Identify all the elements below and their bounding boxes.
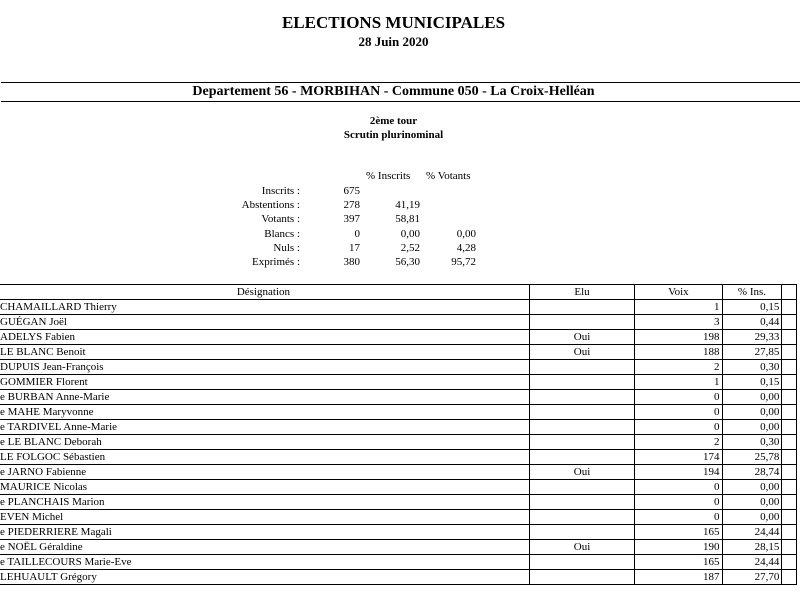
table-row — [0, 360, 797, 375]
elu-cell — [529, 435, 634, 450]
table-row — [0, 345, 797, 360]
stat-pct-inscrits: 2,52 — [400, 242, 420, 254]
pct-ins-cell: 27,85 — [722, 345, 782, 360]
page-title: ELECTIONS MUNICIPALES — [281, 13, 506, 32]
elu-cell — [529, 315, 634, 330]
pct-ins-cell: 0,44 — [722, 315, 782, 330]
stat-label: Exprimés : — [252, 256, 300, 268]
table-row — [0, 570, 797, 585]
pct-ins-cell: 28,15 — [722, 540, 782, 555]
header-voix: Voix — [635, 285, 722, 300]
stat-pct-votants: 4,28 — [456, 242, 476, 254]
pct-ins-cell: 0,00 — [722, 420, 782, 435]
extra-cell — [782, 360, 797, 375]
candidate-name: LE BLANC Benoit — [0, 345, 529, 360]
candidate-name: e MAHE Maryvonne — [0, 405, 529, 420]
elu-cell: Oui — [529, 345, 634, 360]
pct-ins-cell: 28,74 — [722, 465, 782, 480]
candidate-name: MAURICE Nicolas — [0, 480, 529, 495]
elu-cell — [529, 375, 634, 390]
elu-cell — [529, 390, 634, 405]
pct-ins-cell: 27,70 — [722, 570, 782, 585]
voix-cell: 0 — [635, 495, 722, 510]
candidate-name: e LE BLANC Deborah — [0, 435, 529, 450]
table-row — [0, 555, 797, 570]
stat-label: Abstentions : — [241, 199, 300, 211]
stat-pct-votants: 95,72 — [451, 256, 476, 268]
extra-cell — [782, 570, 797, 585]
stat-pct-inscrits: 56,30 — [395, 256, 420, 268]
candidate-name: e TAILLECOURS Marie-Eve — [0, 555, 529, 570]
stat-value: 380 — [343, 256, 360, 268]
table-row — [0, 540, 797, 555]
pct-ins-cell: 0,00 — [722, 390, 782, 405]
stat-value: 675 — [343, 185, 360, 197]
table-row — [0, 435, 797, 450]
stat-pct-inscrits: 58,81 — [395, 213, 420, 225]
elu-cell — [529, 420, 634, 435]
extra-cell — [782, 510, 797, 525]
table-row — [0, 525, 797, 540]
extra-cell — [782, 405, 797, 420]
header-extra — [782, 285, 797, 300]
voix-cell: 2 — [635, 360, 722, 375]
candidate-name: e JARNO Fabienne — [0, 465, 529, 480]
col-header-pct-inscrits: % Inscrits — [366, 170, 411, 182]
table-row — [0, 300, 797, 315]
elu-cell — [529, 450, 634, 465]
extra-cell — [782, 480, 797, 495]
elu-cell: Oui — [529, 540, 634, 555]
stat-pct-inscrits: 41,19 — [395, 199, 420, 211]
table-row — [0, 465, 797, 480]
stat-value: 278 — [343, 199, 360, 211]
table-row — [0, 510, 797, 525]
stat-label: Nuls : — [273, 242, 300, 254]
elu-cell — [529, 360, 634, 375]
voix-cell: 0 — [635, 405, 722, 420]
extra-cell — [782, 300, 797, 315]
table-row — [0, 420, 797, 435]
extra-cell — [782, 555, 797, 570]
elu-cell: Oui — [529, 330, 634, 345]
extra-cell — [782, 450, 797, 465]
candidate-name: e TARDIVEL Anne-Marie — [0, 420, 529, 435]
extra-cell — [782, 345, 797, 360]
extra-cell — [782, 435, 797, 450]
elu-cell — [529, 510, 634, 525]
pct-ins-cell: 0,30 — [722, 435, 782, 450]
extra-cell — [782, 540, 797, 555]
results-header-row — [0, 285, 797, 300]
table-row — [0, 375, 797, 390]
extra-cell — [782, 390, 797, 405]
elu-cell — [529, 480, 634, 495]
elu-cell — [529, 405, 634, 420]
stat-value: 17 — [349, 242, 360, 254]
stat-value: 397 — [343, 213, 360, 225]
candidate-name: e NOËL Géraldine — [0, 540, 529, 555]
table-row — [0, 450, 797, 465]
pct-ins-cell: 24,44 — [722, 525, 782, 540]
voix-cell: 1 — [635, 375, 722, 390]
pct-ins-cell: 0,15 — [722, 375, 782, 390]
pct-ins-cell: 25,78 — [722, 450, 782, 465]
departement-heading: Departement 56 - MORBIHAN - Commune 050 - La Croix-Helléan — [192, 84, 595, 99]
voix-cell: 174 — [635, 450, 722, 465]
stat-pct-votants: 0,00 — [456, 228, 476, 240]
voix-cell: 0 — [635, 390, 722, 405]
extra-cell — [782, 315, 797, 330]
voix-cell: 165 — [635, 525, 722, 540]
candidate-name: ADELYS Fabien — [0, 330, 529, 345]
extra-cell — [782, 375, 797, 390]
table-row — [0, 390, 797, 405]
pct-ins-cell: 0,00 — [722, 405, 782, 420]
voix-cell: 1 — [635, 300, 722, 315]
table-row — [0, 480, 797, 495]
voix-cell: 2 — [635, 435, 722, 450]
scrutin-label: Scrutin plurinominal — [343, 129, 444, 141]
voix-cell: 187 — [635, 570, 722, 585]
voix-cell: 188 — [635, 345, 722, 360]
elu-cell — [529, 495, 634, 510]
header-pct-ins: % Ins. — [722, 285, 782, 300]
extra-cell — [782, 495, 797, 510]
candidate-name: GUÉGAN Joël — [0, 315, 529, 330]
pct-ins-cell: 0,00 — [722, 510, 782, 525]
header-elu: Elu — [529, 285, 634, 300]
table-row — [0, 405, 797, 420]
candidate-name: e PIEDERRIERE Magali — [0, 525, 529, 540]
stat-value: 0 — [354, 228, 360, 240]
extra-cell — [782, 420, 797, 435]
elu-cell — [529, 555, 634, 570]
voix-cell: 194 — [635, 465, 722, 480]
pct-ins-cell: 0,00 — [722, 495, 782, 510]
candidate-name: e BURBAN Anne-Marie — [0, 390, 529, 405]
table-row — [0, 495, 797, 510]
voix-cell: 198 — [635, 330, 722, 345]
pct-ins-cell: 0,15 — [722, 300, 782, 315]
elu-cell: Oui — [529, 465, 634, 480]
table-row — [0, 330, 797, 345]
voix-cell: 190 — [635, 540, 722, 555]
voix-cell: 0 — [635, 480, 722, 495]
table-row — [0, 315, 797, 330]
tour-label: 2ème tour — [369, 115, 418, 127]
election-date: 28 Juin 2020 — [358, 34, 429, 49]
pct-ins-cell: 0,00 — [722, 480, 782, 495]
extra-cell — [782, 330, 797, 345]
voix-cell: 165 — [635, 555, 722, 570]
extra-cell — [782, 525, 797, 540]
pct-ins-cell: 29,33 — [722, 330, 782, 345]
candidate-name: LE FOLGOC Sébastien — [0, 450, 529, 465]
candidate-name: e PLANCHAIS Marion — [0, 495, 529, 510]
candidate-name: CHAMAILLARD Thierry — [0, 300, 529, 315]
voix-cell: 0 — [635, 420, 722, 435]
voix-cell: 3 — [635, 315, 722, 330]
candidate-name: DUPUIS Jean-François — [0, 360, 529, 375]
voix-cell: 0 — [635, 510, 722, 525]
candidate-name: GOMMIER Florent — [0, 375, 529, 390]
stat-pct-inscrits: 0,00 — [400, 228, 420, 240]
elu-cell — [529, 300, 634, 315]
candidate-name: LEHUAULT Grégory — [0, 570, 529, 585]
stat-label: Blancs : — [264, 228, 300, 240]
stat-label: Votants : — [261, 213, 300, 225]
results-table — [0, 284, 797, 585]
elu-cell — [529, 570, 634, 585]
pct-ins-cell: 0,30 — [722, 360, 782, 375]
extra-cell — [782, 465, 797, 480]
elu-cell — [529, 525, 634, 540]
col-header-pct-votants: % Votants — [426, 170, 471, 182]
candidate-name: EVEN Michel — [0, 510, 529, 525]
header-designation: Désignation — [0, 285, 529, 300]
pct-ins-cell: 24,44 — [722, 555, 782, 570]
stat-label: Inscrits : — [261, 185, 300, 197]
